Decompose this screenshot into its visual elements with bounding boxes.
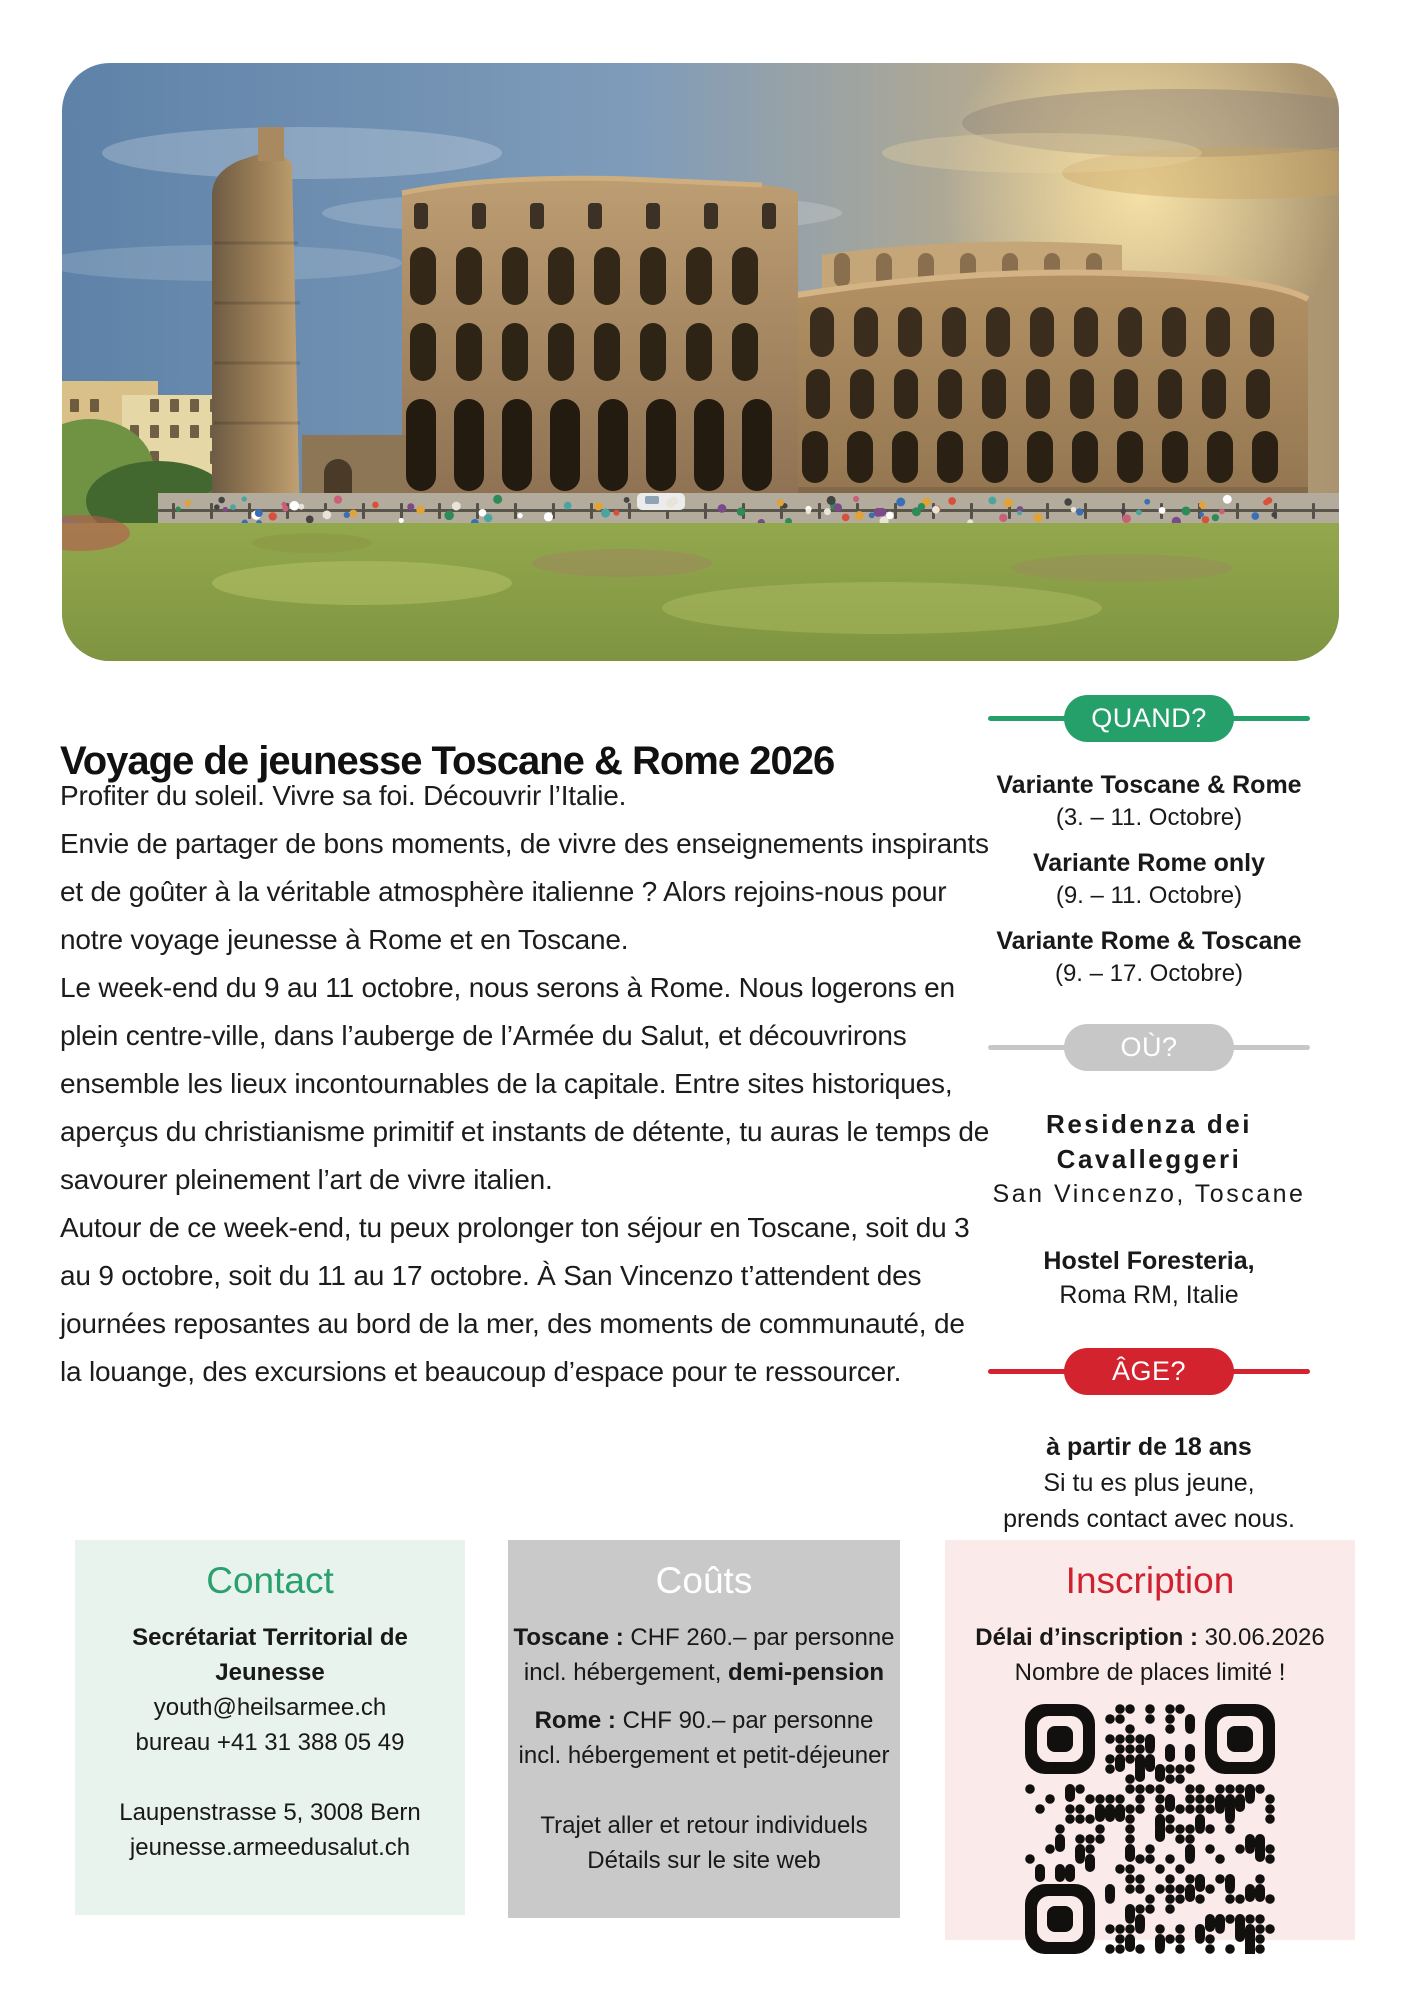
- costs-note: Trajet aller et retour individuels: [540, 1812, 868, 1839]
- contact-org: Jeunesse: [215, 1659, 325, 1686]
- variant-item: [988, 846, 1310, 912]
- costs-rome-price: CHF 90.– par personne: [622, 1707, 874, 1734]
- costs-toscane-price: CHF 260.– par personne: [630, 1624, 895, 1651]
- contact-box: [75, 1540, 465, 1915]
- contact-email[interactable]: youth@heilsarmee.ch: [153, 1694, 387, 1721]
- qr-code[interactable]: [1025, 1704, 1275, 1954]
- intro-paragraph: Envie de partager de bons moments, de vivre des enseignements inspirants et de goûter à la véritable atmosphère italienne ? Alors rejoins-nous pour notre voyage jeunesse à Rome et en Toscane.: [60, 828, 989, 955]
- costs-box: [508, 1540, 900, 1918]
- variant-dates: (9. – 11. Octobre): [1055, 882, 1243, 909]
- place-name: Cavalleggeri: [1056, 1144, 1242, 1174]
- contact-website[interactable]: jeunesse.armeedusalut.ch: [129, 1834, 411, 1861]
- registration-title: Inscription: [1065, 1560, 1235, 1601]
- registration-deadline: [945, 1620, 1355, 1655]
- contact-phone[interactable]: bureau +41 31 388 05 49: [135, 1729, 405, 1756]
- variant-item: [988, 768, 1310, 834]
- contact-address: Laupenstrasse 5, 3008 Bern: [119, 1799, 421, 1826]
- page-title: Voyage de jeunesse Toscane & Rome 2026: [60, 738, 835, 783]
- age-note: Si tu es plus jeune,: [1043, 1469, 1255, 1497]
- registration-deadline-date: 30.06.2026: [1204, 1624, 1325, 1651]
- quand-badge-row: [988, 695, 1310, 742]
- costs-note: Détails sur le site web: [587, 1847, 821, 1874]
- ou-badge-row: [988, 1024, 1310, 1071]
- place-toscane: [988, 1107, 1310, 1212]
- intro-paragraph: Profiter du soleil. Vivre sa foi. Découvrir l’Italie.: [60, 780, 627, 811]
- qr-code-graphic: [1025, 1704, 1275, 1954]
- age-minimum: à partir de 18 ans: [1046, 1433, 1252, 1461]
- age-info: [988, 1429, 1310, 1537]
- colosseum-photo: [62, 63, 1339, 661]
- costs-toscane-label: Toscane :: [513, 1624, 624, 1651]
- info-sidebar: [988, 695, 1310, 1537]
- intro-paragraph: Le week-end du 9 au 11 octobre, nous serons à Rome. Nous logerons en plein centre-ville, dans l’auberge de l’Armée du Salut, et découvrirons ensemble les lieux incontournables de la capitale. Entre sites historiques, aperçus du christianisme primitif et instants de détente, tu auras le temps de savourer pleinement l’art de vivre italien.: [60, 972, 990, 1195]
- place-location: Roma RM, Italie: [1059, 1281, 1239, 1309]
- variants-list: [988, 768, 1310, 990]
- costs-title: Coûts: [655, 1560, 753, 1601]
- variant-item: [988, 924, 1310, 990]
- costs-toscane-line: [508, 1620, 900, 1655]
- age-badge: ÂGE?: [1064, 1348, 1234, 1395]
- registration-note: Nombre de places limité !: [1014, 1659, 1286, 1686]
- quand-badge: QUAND?: [1064, 695, 1234, 742]
- intro-text: [60, 772, 990, 1396]
- registration-box: [945, 1540, 1355, 1940]
- costs-rome-label: Rome :: [534, 1707, 616, 1734]
- age-note: prends contact avec nous.: [1003, 1505, 1295, 1533]
- registration-deadline-label: Délai d’inscription :: [975, 1624, 1198, 1651]
- intro-paragraph: Autour de ce week-end, tu peux prolonger ton séjour en Toscane, soit du 3 au 9 octobre, soit du 11 au 17 octobre. À San Vincenzo t’attendent des journées reposantes au bord de la mer, des moments de communauté, de la louange, des excursions et beaucoup d’espace pour te ressourcer.: [60, 1212, 970, 1387]
- ou-badge: OÙ?: [1064, 1024, 1234, 1071]
- place-location: San Vincenzo, Toscane: [992, 1180, 1306, 1208]
- variant-name: Variante Toscane & Rome: [996, 771, 1302, 799]
- age-badge-row: [988, 1348, 1310, 1395]
- costs-rome-incl: incl. hébergement et petit-déjeuner: [518, 1742, 890, 1769]
- costs-rome-line: [508, 1703, 900, 1738]
- colosseum-illustration: [62, 63, 1339, 661]
- costs-toscane-incl-text: incl. hébergement,: [523, 1659, 722, 1686]
- place-rome: [988, 1244, 1310, 1312]
- variant-dates: (9. – 17. Octobre): [1054, 960, 1244, 987]
- costs-toscane-incl: [508, 1655, 900, 1690]
- place-name: Hostel Foresteria,: [1043, 1247, 1255, 1275]
- contact-org: Secrétariat Territorial de: [132, 1624, 408, 1651]
- variant-name: Variante Rome & Toscane: [996, 927, 1302, 955]
- variant-name: Variante Rome only: [1032, 849, 1266, 877]
- costs-toscane-incl-bold: demi-pension: [728, 1659, 885, 1686]
- place-name: Residenza dei: [1046, 1109, 1252, 1139]
- contact-title: Contact: [206, 1560, 334, 1601]
- variant-dates: (3. – 11. Octobre): [1055, 804, 1243, 831]
